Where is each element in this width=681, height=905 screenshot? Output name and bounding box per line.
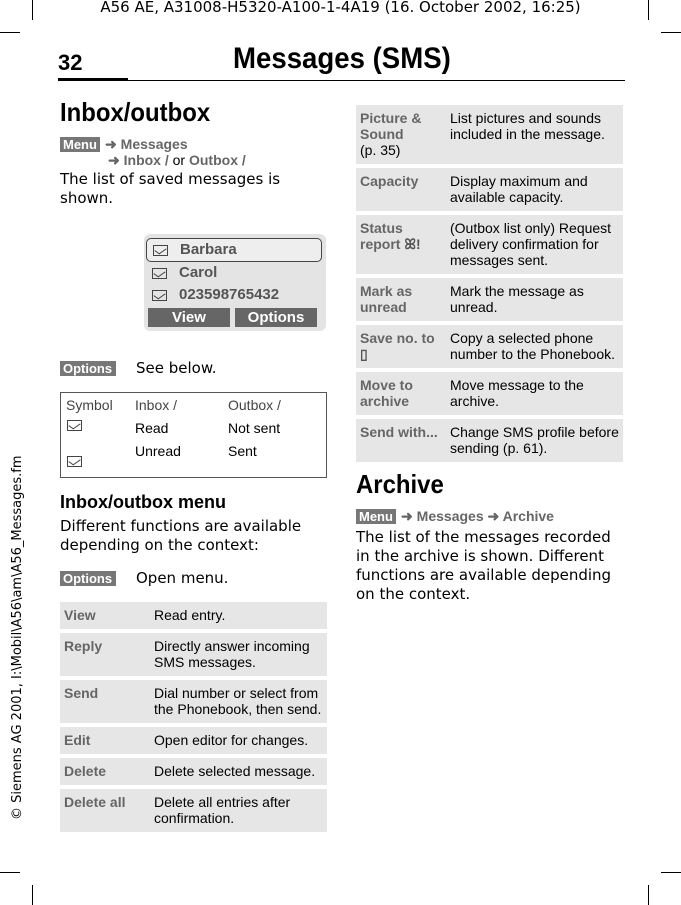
function-desc: Dial number or select from the Phonebook, then send. [150,680,327,723]
table-row [60,602,327,629]
intro-text: The list of saved messages is shown. [60,170,281,207]
header-rule-accent [58,78,128,81]
section-title: Inbox/outbox [60,97,211,127]
screen-item-label: Barbara [180,241,237,258]
table-row [356,105,623,164]
symbol-table [60,392,327,478]
menu-key: Menu [356,509,396,524]
envelope-icon [152,268,167,279]
table-row [60,633,327,676]
function-label: Delete all [60,789,150,832]
status-report-icon: ꕤ! [404,236,421,252]
path-or: or [172,152,186,168]
path-archive: Archive [502,508,554,524]
function-label: View [60,602,150,629]
crop-mark [32,885,33,905]
function-label: Mark as unread [356,278,446,321]
options-key: Options [60,361,116,376]
open-menu-text: Open menu. [136,569,229,587]
softkey-options: Options [235,308,317,327]
cell: Read [135,420,169,436]
screen-item-label: 023598765432 [179,286,280,303]
phonebook-icon: ▯ [360,346,368,362]
function-desc: Change SMS profile before sending (p. 61). [446,419,623,462]
cell: Not sent [228,420,281,436]
screen-item [146,262,322,284]
crop-mark [661,872,681,873]
envelope-icon [67,456,82,467]
table-row [356,419,623,462]
crop-mark [0,872,20,873]
softkey-view: View [148,308,230,327]
page-ref: (p. 35) [360,142,401,158]
path-messages: Messages [416,508,484,524]
function-label: Delete [60,758,150,785]
archive-section: Archive Menu ➜ Messages ➜ Archive The list of the messages recorded in the archive is shown. Different functions are available depending on the context. [356,468,623,604]
menu-intro: Different functions are available depending on the context: [60,517,302,554]
table-row [356,372,623,415]
path-outbox: Outbox / [188,152,246,168]
cell: Sent [228,443,257,459]
function-label: Capacity [356,168,446,211]
menu-key: Menu [60,137,100,152]
function-desc: Move message to the archive. [446,372,623,415]
function-label: Save no. to [360,330,435,346]
section-title: Archive [356,469,444,499]
subsection-title: Inbox/outbox menu [60,492,226,512]
col-header: Symbol [66,397,113,413]
function-table [60,598,327,836]
page-number: 32 [58,50,83,75]
function-table [356,101,623,466]
screen-item-label: Carol [179,264,218,281]
options-text: See below. [136,359,217,377]
envelope-open-icon [67,420,82,431]
header-rule [58,80,625,81]
function-label: Reply [60,633,150,676]
running-header: A56 AE, A31008-H5320-A100-1-4A19 (16. October 2002, 16:25) [100,0,581,16]
screen-item-selected [146,238,322,262]
options-key: Options [60,571,116,586]
function-desc: Mark the message as unread. [446,278,623,321]
copyright-note: © Siemens AG 2001, I:\Mobil\A56\am\A56_Messages.fm [10,455,25,820]
function-label: Send [60,680,150,723]
function-desc: (Outbox list only) Request delivery confirmation for messages sent. [446,215,623,274]
path-inbox: Inbox / [123,152,169,168]
function-desc: Read entry. [150,602,327,629]
function-desc: Delete all entries after confirmation. [150,789,327,832]
crop-mark [661,32,681,33]
crop-mark [648,885,649,905]
function-desc: List pictures and sounds included in the message. [446,105,623,164]
table-row [356,215,623,274]
chapter-title: Messages (SMS) [233,42,451,75]
table-row [356,325,623,368]
function-label: Picture & Sound [360,110,422,142]
function-label: Move to archive [356,372,446,415]
table-row [60,758,327,785]
function-label: Edit [60,727,150,754]
left-column: Inbox/outbox Menu ➜ Messages ➜ Inbox / or Outbox / The list of saved messages is shown. Barbara Carol 023598765432 View Options Options See below. Symbol Inbox / Outbox / Read Not sent Unread Sent Inbox/outbox menu Different functions are available depending on the context: Options Open menu. View Read entry. Reply Directly answer incoming SMS messages. Send Dial number or select from the Phonebook, then send. Edit Open editor for changes. Delete Delete selected message. Delete all Delete all entries after confirmation. [60,96,327,836]
phone-screen [144,234,326,331]
envelope-open-icon [153,245,168,256]
function-label: Status report [360,220,403,252]
table-row [60,680,327,723]
table-row [356,168,623,211]
function-desc: Directly answer incoming SMS messages. [150,633,327,676]
right-column [356,101,623,466]
col-header: Inbox / [135,397,178,413]
table-row [356,278,623,321]
col-header: Outbox / [228,397,281,413]
function-desc: Open editor for changes. [150,727,327,754]
crop-mark [0,32,20,33]
function-desc: Delete selected message. [150,758,327,785]
cell: Unread [135,443,181,459]
path-messages: Messages [120,136,188,152]
function-label: Send with... [356,419,446,462]
envelope-icon [152,290,167,301]
archive-text: The list of the messages recorded in the archive is shown. Different functions are available depending on the context. [356,528,612,603]
function-desc: Display maximum and available capacity. [446,168,623,211]
screen-item [146,284,322,306]
function-desc: Copy a selected phone number to the Phonebook. [446,325,623,368]
table-row [60,789,327,832]
table-row [60,727,327,754]
